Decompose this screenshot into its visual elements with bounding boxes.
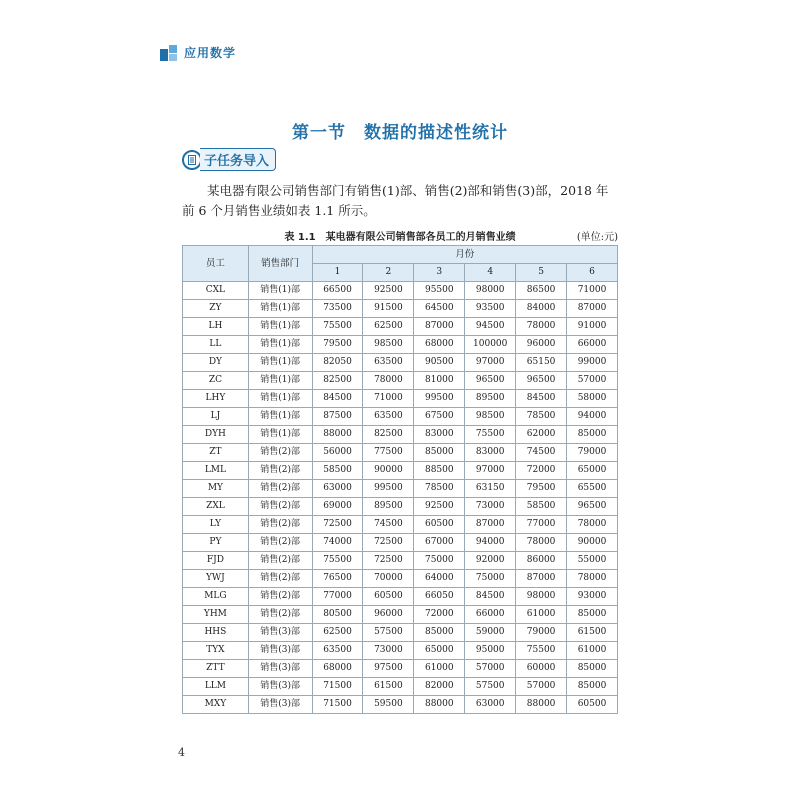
book-title: 应用数学: [184, 46, 237, 60]
sales-value-cell: 81000: [414, 372, 465, 390]
sales-value-cell: 78000: [516, 534, 567, 552]
sales-value-cell: 93000: [567, 588, 618, 606]
sales-value-cell: 97000: [465, 462, 516, 480]
department-cell: 销售(1)部: [248, 336, 312, 354]
sales-value-cell: 75500: [516, 642, 567, 660]
task-tag: [182, 148, 276, 171]
department-cell: 销售(2)部: [248, 534, 312, 552]
sales-value-cell: 98500: [363, 336, 414, 354]
table-row: [183, 624, 618, 642]
department-cell: 销售(3)部: [248, 624, 312, 642]
table-row: [183, 354, 618, 372]
employee-cell: FJD: [183, 552, 249, 570]
sales-value-cell: 87000: [465, 516, 516, 534]
employee-cell: LML: [183, 462, 249, 480]
sales-value-cell: 60500: [414, 516, 465, 534]
sales-value-cell: 75500: [312, 318, 363, 336]
sales-value-cell: 84000: [516, 300, 567, 318]
sales-value-cell: 71000: [363, 390, 414, 408]
sales-value-cell: 89500: [465, 390, 516, 408]
department-cell: 销售(1)部: [248, 282, 312, 300]
sales-value-cell: 86500: [516, 282, 567, 300]
employee-cell: ZC: [183, 372, 249, 390]
sales-value-cell: 59000: [465, 624, 516, 642]
sales-value-cell: 73500: [312, 300, 363, 318]
table-row: [183, 678, 618, 696]
sales-value-cell: 98000: [516, 588, 567, 606]
sales-value-cell: 72500: [312, 516, 363, 534]
sales-value-cell: 94500: [465, 318, 516, 336]
sales-value-cell: 57500: [465, 678, 516, 696]
sales-value-cell: 79000: [516, 624, 567, 642]
sales-value-cell: 70000: [363, 570, 414, 588]
sales-value-cell: 97000: [465, 354, 516, 372]
sales-value-cell: 63500: [363, 354, 414, 372]
sales-value-cell: 63500: [312, 642, 363, 660]
sales-value-cell: 90500: [414, 354, 465, 372]
sales-value-cell: 65500: [567, 480, 618, 498]
sales-value-cell: 82050: [312, 354, 363, 372]
sales-value-cell: 75500: [465, 426, 516, 444]
employee-cell: LHY: [183, 390, 249, 408]
department-cell: 销售(2)部: [248, 570, 312, 588]
table-row: [183, 588, 618, 606]
sales-value-cell: 100000: [465, 336, 516, 354]
department-cell: 销售(1)部: [248, 408, 312, 426]
employee-cell: LLM: [183, 678, 249, 696]
sales-value-cell: 78500: [516, 408, 567, 426]
sales-value-cell: 88000: [312, 426, 363, 444]
sales-value-cell: 85000: [567, 426, 618, 444]
table-row: [183, 606, 618, 624]
department-cell: 销售(2)部: [248, 498, 312, 516]
sales-value-cell: 60500: [567, 696, 618, 714]
sales-value-cell: 77500: [363, 444, 414, 462]
table-row: [183, 408, 618, 426]
sales-value-cell: 64000: [414, 570, 465, 588]
sales-table: [182, 245, 618, 714]
sales-value-cell: 92500: [363, 282, 414, 300]
sales-value-cell: 84500: [516, 390, 567, 408]
employee-cell: ZT: [183, 444, 249, 462]
employee-cell: DYH: [183, 426, 249, 444]
sales-value-cell: 85000: [414, 624, 465, 642]
sales-value-cell: 78000: [516, 318, 567, 336]
table-body: [183, 282, 618, 714]
sales-value-cell: 99000: [567, 354, 618, 372]
sales-value-cell: 84500: [465, 588, 516, 606]
sales-value-cell: 72000: [516, 462, 567, 480]
sales-value-cell: 61000: [414, 660, 465, 678]
sales-value-cell: 63150: [465, 480, 516, 498]
department-cell: 销售(2)部: [248, 444, 312, 462]
employee-cell: CXL: [183, 282, 249, 300]
employee-cell: YWJ: [183, 570, 249, 588]
sales-value-cell: 59500: [363, 696, 414, 714]
sales-value-cell: 85000: [414, 444, 465, 462]
department-cell: 销售(2)部: [248, 480, 312, 498]
table-caption: 表 1.1 某电器有限公司销售部各员工的月销售业绩: [284, 232, 516, 243]
sales-value-cell: 78000: [363, 372, 414, 390]
sales-value-cell: 83000: [465, 444, 516, 462]
sales-value-cell: 97500: [363, 660, 414, 678]
sales-value-cell: 67500: [414, 408, 465, 426]
sales-value-cell: 63000: [312, 480, 363, 498]
section-title: 第一节 数据的描述性统计: [292, 123, 508, 143]
table-row: [183, 570, 618, 588]
sales-value-cell: 69000: [312, 498, 363, 516]
sales-value-cell: 71500: [312, 678, 363, 696]
sales-value-cell: 94000: [465, 534, 516, 552]
sales-value-cell: 85000: [567, 660, 618, 678]
department-cell: 销售(1)部: [248, 318, 312, 336]
page-number: 4: [178, 746, 185, 759]
sales-value-cell: 92500: [414, 498, 465, 516]
sales-value-cell: 82500: [363, 426, 414, 444]
sales-value-cell: 87000: [414, 318, 465, 336]
sales-value-cell: 68000: [414, 336, 465, 354]
intro-paragraph: 某电器有限公司销售部门有销售(1)部、销售(2)部和销售(3)部，2018 年前 6 个月销售业绩如表 1.1 所示。: [182, 183, 609, 218]
table-row: [183, 426, 618, 444]
table-row: [183, 318, 618, 336]
sales-value-cell: 96000: [516, 336, 567, 354]
sales-value-cell: 72500: [363, 552, 414, 570]
sales-value-cell: 65000: [567, 462, 618, 480]
sales-value-cell: 56000: [312, 444, 363, 462]
employee-cell: ZY: [183, 300, 249, 318]
sales-value-cell: 68000: [312, 660, 363, 678]
table-row: [183, 498, 618, 516]
sales-value-cell: 57500: [363, 624, 414, 642]
month-header-cell: 2: [363, 264, 414, 282]
table-row: [183, 534, 618, 552]
header-department: 销售部门: [248, 246, 312, 282]
sales-value-cell: 95000: [465, 642, 516, 660]
sales-value-cell: 57000: [567, 372, 618, 390]
sales-value-cell: 58000: [567, 390, 618, 408]
employee-cell: YHM: [183, 606, 249, 624]
sales-value-cell: 76500: [312, 570, 363, 588]
sales-value-cell: 78500: [414, 480, 465, 498]
table-unit: (单位:元): [576, 232, 618, 243]
table-row: [183, 480, 618, 498]
sales-value-cell: 75000: [465, 570, 516, 588]
department-cell: 销售(3)部: [248, 642, 312, 660]
sales-value-cell: 91500: [363, 300, 414, 318]
sales-value-cell: 88500: [414, 462, 465, 480]
sales-value-cell: 78000: [567, 570, 618, 588]
sales-value-cell: 61500: [363, 678, 414, 696]
sales-value-cell: 58500: [312, 462, 363, 480]
sales-value-cell: 96500: [516, 372, 567, 390]
sales-value-cell: 57000: [465, 660, 516, 678]
sales-value-cell: 86000: [516, 552, 567, 570]
book-header: [160, 44, 236, 61]
sales-value-cell: 78000: [567, 516, 618, 534]
sales-value-cell: 61000: [516, 606, 567, 624]
department-cell: 销售(1)部: [248, 372, 312, 390]
table-row: [183, 300, 618, 318]
department-cell: 销售(1)部: [248, 354, 312, 372]
department-cell: 销售(3)部: [248, 696, 312, 714]
sales-value-cell: 58500: [516, 498, 567, 516]
sales-value-cell: 82000: [414, 678, 465, 696]
sales-value-cell: 95500: [414, 282, 465, 300]
table-caption-row: [182, 228, 618, 244]
sales-value-cell: 96500: [567, 498, 618, 516]
sales-value-cell: 79500: [516, 480, 567, 498]
department-cell: 销售(1)部: [248, 300, 312, 318]
sales-value-cell: 62500: [312, 624, 363, 642]
sales-value-cell: 87500: [312, 408, 363, 426]
table-row: [183, 552, 618, 570]
table-row: [183, 660, 618, 678]
sales-value-cell: 71500: [312, 696, 363, 714]
sales-value-cell: 83000: [414, 426, 465, 444]
department-cell: 销售(3)部: [248, 660, 312, 678]
table-row: [183, 516, 618, 534]
department-cell: 销售(2)部: [248, 462, 312, 480]
sales-value-cell: 73000: [363, 642, 414, 660]
sales-value-cell: 92000: [465, 552, 516, 570]
employee-cell: LH: [183, 318, 249, 336]
table-row: [183, 462, 618, 480]
month-header-cell: 1: [312, 264, 363, 282]
department-cell: 销售(3)部: [248, 678, 312, 696]
department-cell: 销售(1)部: [248, 426, 312, 444]
sales-value-cell: 98500: [465, 408, 516, 426]
employee-cell: LJ: [183, 408, 249, 426]
sales-value-cell: 67000: [414, 534, 465, 552]
book-logo-icon: [160, 45, 180, 61]
sales-value-cell: 80500: [312, 606, 363, 624]
sales-value-cell: 87000: [516, 570, 567, 588]
sales-value-cell: 75500: [312, 552, 363, 570]
sales-value-cell: 57000: [516, 678, 567, 696]
sales-value-cell: 87000: [567, 300, 618, 318]
employee-cell: PY: [183, 534, 249, 552]
table-row: [183, 390, 618, 408]
employee-cell: TYX: [183, 642, 249, 660]
sales-value-cell: 96000: [363, 606, 414, 624]
table-row: [183, 336, 618, 354]
employee-cell: DY: [183, 354, 249, 372]
sales-value-cell: 74500: [363, 516, 414, 534]
employee-cell: MY: [183, 480, 249, 498]
month-header-cell: 6: [567, 264, 618, 282]
employee-cell: ZTT: [183, 660, 249, 678]
sales-value-cell: 64500: [414, 300, 465, 318]
sales-value-cell: 85000: [567, 678, 618, 696]
task-label: 子任务导入: [200, 148, 276, 171]
sales-value-cell: 75000: [414, 552, 465, 570]
table-row: [183, 282, 618, 300]
sales-value-cell: 82500: [312, 372, 363, 390]
month-header-cell: 4: [465, 264, 516, 282]
sales-value-cell: 99500: [414, 390, 465, 408]
sales-value-cell: 98000: [465, 282, 516, 300]
sales-value-cell: 90000: [363, 462, 414, 480]
sales-value-cell: 79000: [567, 444, 618, 462]
sales-value-cell: 94000: [567, 408, 618, 426]
sales-value-cell: 84500: [312, 390, 363, 408]
employee-cell: HHS: [183, 624, 249, 642]
sales-value-cell: 60000: [516, 660, 567, 678]
table-row: [183, 696, 618, 714]
department-cell: 销售(2)部: [248, 552, 312, 570]
header-employee: 员工: [183, 246, 249, 282]
sales-value-cell: 72000: [414, 606, 465, 624]
month-header-cell: 5: [516, 264, 567, 282]
sales-value-cell: 90000: [567, 534, 618, 552]
department-cell: 销售(1)部: [248, 390, 312, 408]
employee-cell: LL: [183, 336, 249, 354]
sales-value-cell: 88000: [414, 696, 465, 714]
sales-value-cell: 74000: [312, 534, 363, 552]
document-icon: [182, 150, 202, 170]
sales-value-cell: 63000: [465, 696, 516, 714]
sales-value-cell: 91000: [567, 318, 618, 336]
header-month: 月份: [312, 246, 617, 264]
sales-value-cell: 63500: [363, 408, 414, 426]
sales-value-cell: 55000: [567, 552, 618, 570]
sales-value-cell: 65150: [516, 354, 567, 372]
employee-cell: MXY: [183, 696, 249, 714]
month-header-cell: 3: [414, 264, 465, 282]
sales-value-cell: 65000: [414, 642, 465, 660]
sales-value-cell: 96500: [465, 372, 516, 390]
sales-value-cell: 85000: [567, 606, 618, 624]
sales-value-cell: 99500: [363, 480, 414, 498]
employee-cell: LY: [183, 516, 249, 534]
sales-value-cell: 60500: [363, 588, 414, 606]
sales-value-cell: 62000: [516, 426, 567, 444]
sales-value-cell: 61500: [567, 624, 618, 642]
sales-value-cell: 66500: [312, 282, 363, 300]
sales-value-cell: 89500: [363, 498, 414, 516]
department-cell: 销售(2)部: [248, 516, 312, 534]
sales-value-cell: 93500: [465, 300, 516, 318]
sales-value-cell: 66050: [414, 588, 465, 606]
sales-value-cell: 73000: [465, 498, 516, 516]
sales-value-cell: 74500: [516, 444, 567, 462]
table-row: [183, 372, 618, 390]
sales-value-cell: 71000: [567, 282, 618, 300]
department-cell: 销售(2)部: [248, 606, 312, 624]
table-row: [183, 444, 618, 462]
sales-value-cell: 72500: [363, 534, 414, 552]
sales-value-cell: 66000: [567, 336, 618, 354]
employee-cell: MLG: [183, 588, 249, 606]
sales-value-cell: 61000: [567, 642, 618, 660]
sales-value-cell: 88000: [516, 696, 567, 714]
sales-value-cell: 77000: [312, 588, 363, 606]
sales-value-cell: 79500: [312, 336, 363, 354]
sales-value-cell: 77000: [516, 516, 567, 534]
table-row: [183, 642, 618, 660]
sales-value-cell: 66000: [465, 606, 516, 624]
department-cell: 销售(2)部: [248, 588, 312, 606]
sales-value-cell: 62500: [363, 318, 414, 336]
employee-cell: ZXL: [183, 498, 249, 516]
